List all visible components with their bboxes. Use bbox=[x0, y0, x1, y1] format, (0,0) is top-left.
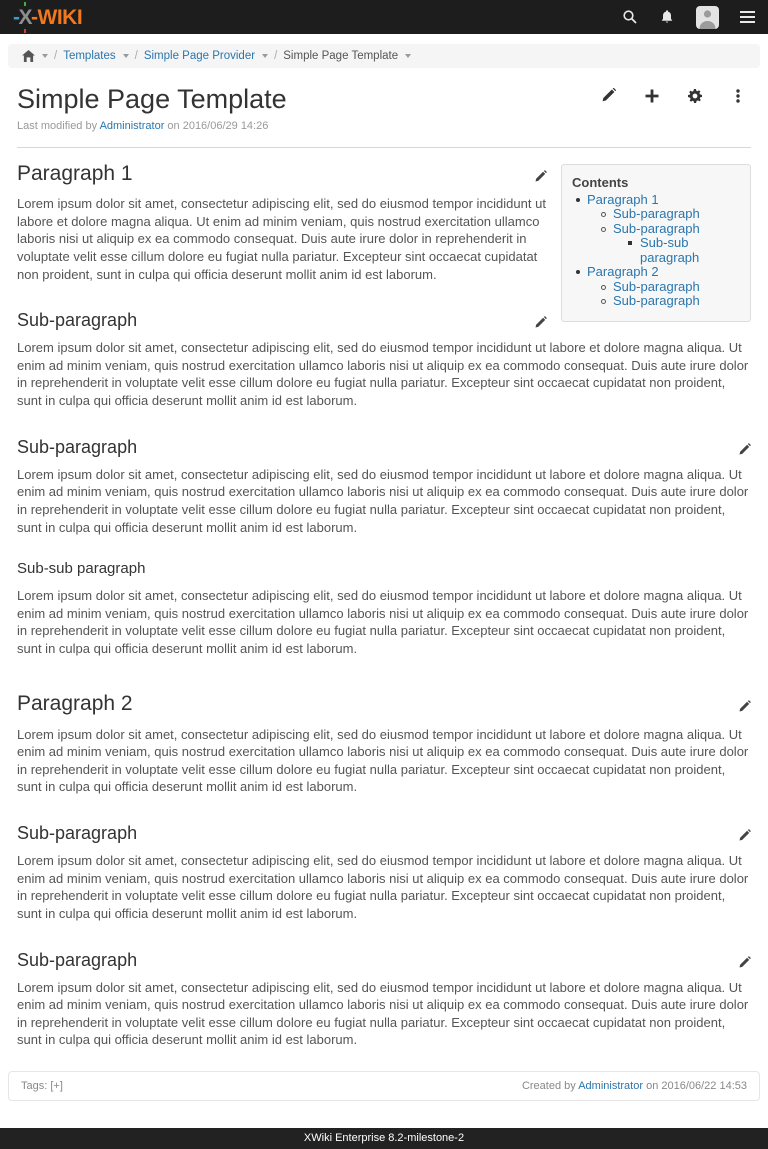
breadcrumb-item-current: Simple Page Template bbox=[283, 50, 399, 62]
add-plus-icon[interactable] bbox=[644, 88, 660, 104]
section-edit-pencil-icon[interactable] bbox=[738, 951, 751, 964]
toc-item[interactable] bbox=[572, 265, 740, 280]
content-section bbox=[17, 690, 751, 796]
section-title: Paragraph 1 bbox=[17, 162, 133, 185]
home-icon[interactable] bbox=[22, 50, 35, 62]
breadcrumb-separator: / bbox=[54, 50, 58, 62]
version-bar bbox=[0, 1128, 768, 1149]
toc-link[interactable]: Sub-sub paragraph bbox=[640, 235, 700, 265]
section-heading bbox=[17, 435, 751, 459]
breadcrumb-separator: / bbox=[274, 50, 278, 62]
toc-link[interactable]: Sub-paragraph bbox=[613, 220, 700, 236]
toc-item[interactable] bbox=[572, 222, 740, 237]
toc-item[interactable] bbox=[572, 207, 740, 222]
section-heading bbox=[17, 948, 751, 972]
bell-icon[interactable] bbox=[659, 9, 675, 25]
add-tag-button[interactable]: [+] bbox=[50, 1079, 63, 1092]
last-modified-line bbox=[17, 120, 751, 132]
section-paragraph: Lorem ipsum dolor sit amet, consectetur adipiscing elit, sed do eiusmod tempor incididunt ut labore et dolore magna aliqua. Ut enim ad minim veniam, quis nostrud exercitation ullamco laboris nisi ut aliquip ex ea commodo consequat. Duis aute irure dolor in reprehenderit in voluptate velit esse cillum dolore eu fugiat nulla pariatur. Excepteur sint occaecat cupidatat non proident, sunt in culpa qui officia deserunt mollit anim id est laborum. bbox=[17, 588, 749, 656]
toc-item[interactable] bbox=[572, 193, 740, 208]
user-avatar[interactable] bbox=[696, 6, 719, 29]
breadcrumb-item-simple-page-provider[interactable]: Simple Page Provider bbox=[143, 50, 256, 62]
breadcrumb-separator: / bbox=[134, 50, 138, 62]
section-paragraph: Lorem ipsum dolor sit amet, consectetur adipiscing elit, sed do eiusmod tempor incididunt ut labore et dolore magna aliqua. Ut enim ad minim veniam, quis nostrud exercitation ullamco laboris nisi ut aliquip ex ea commodo consequat. Duis aute irure dolor in reprehenderit in voluptate velit esse cillum dolore eu fugiat nulla pariatur. Excepteur sint occaecat cupidatat non proident, sunt in culpa qui officia deserunt mollit anim id est laborum. bbox=[17, 340, 749, 409]
menu-icon[interactable] bbox=[740, 11, 755, 23]
toc-link[interactable]: Paragraph 2 bbox=[587, 264, 659, 280]
content-section bbox=[17, 821, 751, 922]
toc-link[interactable]: Sub-paragraph bbox=[613, 293, 700, 309]
top-bar bbox=[0, 0, 768, 34]
toc-item[interactable] bbox=[572, 294, 740, 309]
contents-panel bbox=[561, 164, 751, 322]
title-area bbox=[0, 68, 768, 132]
content-section bbox=[17, 559, 751, 657]
settings-gear-icon[interactable] bbox=[687, 88, 703, 104]
modified-prefix: Last modified by bbox=[17, 120, 100, 132]
toc-item[interactable] bbox=[572, 280, 740, 295]
doc-actions bbox=[601, 88, 746, 104]
section-paragraph: Lorem ipsum dolor sit amet, consectetur adipiscing elit, sed do eiusmod tempor incididunt ut labore et dolore magna aliqua. Ut enim ad minim veniam, quis nostrud exercitation ullamco laboris nisi ut aliquip ex ea commodo consequat. Duis aute irure dolor in reprehenderit in voluptate velit esse cillum dolore eu fugiat nulla pariatur. Excepteur sint occaecat cupidatat non proident, sunt in culpa qui officia deserunt mollit anim id est laborum. bbox=[17, 853, 749, 921]
more-kebab-icon[interactable] bbox=[730, 88, 746, 104]
breadcrumb-item-templates[interactable]: Templates bbox=[63, 50, 116, 62]
logo-wiki-text: WIKI bbox=[37, 5, 83, 29]
content-section bbox=[17, 435, 751, 536]
modified-author-link[interactable]: Administrator bbox=[99, 120, 165, 132]
section-title: Sub-paragraph bbox=[17, 310, 138, 331]
section-edit-pencil-icon[interactable] bbox=[534, 311, 547, 324]
edit-pencil-icon[interactable] bbox=[601, 88, 617, 104]
section-edit-pencil-icon[interactable] bbox=[738, 693, 751, 706]
toc-link[interactable]: Paragraph 1 bbox=[587, 191, 659, 207]
section-title: Paragraph 2 bbox=[17, 692, 133, 716]
contents-title: Contents bbox=[572, 175, 629, 190]
toc-link[interactable]: Sub-paragraph bbox=[613, 278, 700, 294]
version-text: XWiki Enterprise 8.2-milestone-2 bbox=[303, 1131, 465, 1144]
section-title: Sub-sub paragraph bbox=[17, 560, 146, 578]
content-section bbox=[17, 948, 751, 1049]
section-edit-pencil-icon[interactable] bbox=[534, 163, 547, 176]
breadcrumb-caret-icon[interactable] bbox=[405, 54, 411, 58]
section-heading bbox=[17, 690, 751, 718]
logo-dash-right: - bbox=[31, 5, 38, 29]
created-line bbox=[522, 1080, 747, 1092]
created-author-link[interactable]: Administrator bbox=[578, 1079, 644, 1092]
breadcrumb-caret-icon[interactable] bbox=[262, 54, 268, 58]
section-paragraph: Lorem ipsum dolor sit amet, consectetur adipiscing elit, sed do eiusmod tempor incididunt ut labore et dolore magna aliqua. Ut enim ad minim veniam, quis nostrud exercitation ullamco laboris nisi ut aliquip ex ea commodo consequat. Duis aute irure dolor in reprehenderit in voluptate velit esse cillum dolore eu fugiat nulla pariatur. Excepteur sint occaecat cupidatat non proident, sunt in culpa qui officia deserunt mollit anim id est laborum. bbox=[17, 726, 749, 795]
section-title: Sub-paragraph bbox=[17, 949, 138, 970]
breadcrumb-caret-icon[interactable] bbox=[123, 54, 129, 58]
logo-red-tick bbox=[24, 29, 26, 33]
section-edit-pencil-icon[interactable] bbox=[738, 824, 751, 837]
logo-x: X bbox=[18, 5, 33, 29]
breadcrumb-home-caret-icon[interactable] bbox=[42, 54, 48, 58]
toc-link[interactable]: Sub-paragraph bbox=[613, 206, 700, 222]
content-section bbox=[17, 308, 751, 409]
contents-list bbox=[572, 193, 740, 309]
search-icon[interactable] bbox=[622, 9, 638, 25]
page-title: Simple Page Template bbox=[17, 84, 287, 114]
modified-suffix: on 2016/06/29 14:26 bbox=[164, 120, 269, 132]
section-edit-pencil-icon[interactable] bbox=[738, 438, 751, 451]
section-title: Sub-paragraph bbox=[17, 436, 138, 457]
tags-label: Tags: bbox=[21, 1079, 48, 1092]
section-paragraph: Lorem ipsum dolor sit amet, consectetur adipiscing elit, sed do eiusmod tempor incididunt ut labore et dolore magna aliqua. Ut enim ad minim veniam, quis nostrud exercitation ullamco laboris nisi ut aliquip ex ea commodo consequat. Duis aute irure dolor in reprehenderit in voluptate velit esse cillum dolore eu fugiat nulla pariatur. Excepteur sint occaecat cupidatat non proident, sunt in culpa qui officia deserunt mollit anim id est laborum. bbox=[17, 196, 546, 282]
created-suffix: on 2016/06/22 14:53 bbox=[643, 1079, 747, 1092]
created-prefix: Created by bbox=[521, 1079, 579, 1092]
section-paragraph: Lorem ipsum dolor sit amet, consectetur adipiscing elit, sed do eiusmod tempor incididunt ut labore et dolore magna aliqua. Ut enim ad minim veniam, quis nostrud exercitation ullamco laboris nisi ut aliquip ex ea commodo consequat. Duis aute irure dolor in reprehenderit in voluptate velit esse cillum dolore eu fugiat nulla pariatur. Excepteur sint occaecat cupidatat non proident, sunt in culpa qui officia deserunt mollit anim id est laborum. bbox=[17, 466, 749, 535]
breadcrumb bbox=[8, 44, 760, 68]
logo-green-tick bbox=[24, 2, 26, 6]
doc-footer bbox=[8, 1071, 760, 1101]
section-paragraph: Lorem ipsum dolor sit amet, consectetur adipiscing elit, sed do eiusmod tempor incididunt ut labore et dolore magna aliqua. Ut enim ad minim veniam, quis nostrud exercitation ullamco laboris nisi ut aliquip ex ea commodo consequat. Duis aute irure dolor in reprehenderit in voluptate velit esse cillum dolore eu fugiat nulla pariatur. Excepteur sint occaecat cupidatat non proident, sunt in culpa qui officia deserunt mollit anim id est laborum. bbox=[17, 979, 749, 1048]
logo-dash-left: - bbox=[13, 5, 20, 29]
xwiki-logo[interactable] bbox=[13, 4, 82, 31]
toc-item[interactable] bbox=[572, 236, 740, 265]
section-heading bbox=[17, 559, 751, 579]
tags-area bbox=[21, 1080, 63, 1092]
section-title: Sub-paragraph bbox=[17, 823, 138, 844]
document-content bbox=[0, 148, 768, 1049]
